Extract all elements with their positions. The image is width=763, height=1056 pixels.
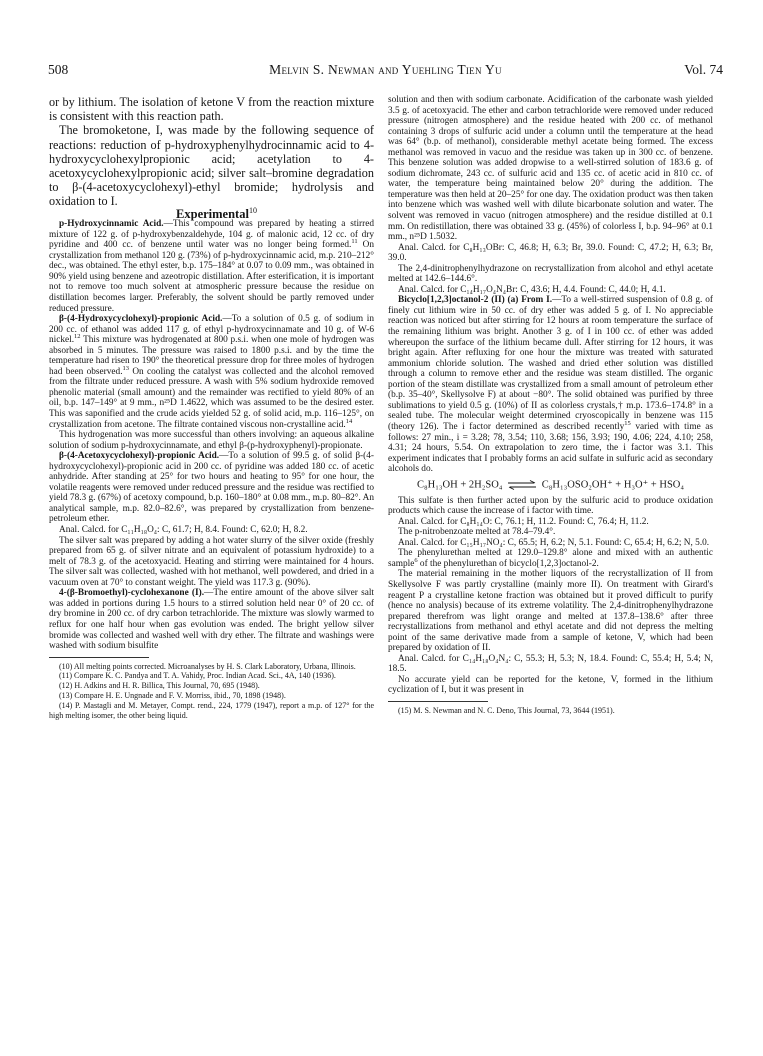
dnp-paragraph: The 2,4-dinitrophenylhydrazone on recrystallization from alcohol and ethyl acetate melted at 142.6–144.6°. <box>388 263 713 285</box>
footnote-15: (15) M. S. Newman and N. C. Deno, This Journal, 73, 3644 (1951). <box>398 706 615 716</box>
running-head <box>48 62 723 84</box>
bicyclooctanol-paragraph: Bicyclo[1,2,3]octanol-2 (II) (a) From I.—To a well-stirred suspension of 0.8 g. of finely cut lithium wire in 50 cc. of dry ether was added 5 g. of I. No appreciable reaction was noticed but after stirring for 12 hours at room temperature the surface of the remaining lithium was bright. Another 3 g. of I in 100 cc. of ether was added whereupon the surface of the lithium became dull. After stirring for 12 hours, it was bright again. After refluxing for one hour the mixture was treated with saturated ammonium chloride solution. The washed and dried ether solution was distilled through a column to remove ether and the residue was steam distilled. The organic portion of the steam distillate was crystallized from a small amount of petroleum ether (b.p. 35–40°, Skellysolve F) at about −80°. The solid obtained was purified by three sublimations to yield 0.5 g. (10%) of II as colorless crystals,† m.p. 173.6–174.8° in a sealed tube. The molecular weight determined cryoscopically in benzene was 115 (theory 126). The i factor determined as described recently$^{15}$ varied with time as follows: 27 min., i = 3.28; 78, 3.54; 110, 3.68; 156, 3.93; 190, 4.06; 224, 4.10; 258, 4.31; 24 hours, 5.54. On extrapolation to zero time, the i factor was 3.1. This experiment indicates that I probably forms an acid sulfate in sulfuric acid as secondary alcohols do. <box>388 295 713 475</box>
equation-products: C₈H₁₃OSO₂OH⁺ + H₃O⁺ + HSO₄ <box>541 479 685 491</box>
hydroxycinnamic-paragraph: p-Hydroxycinnamic Acid.—This compound was prepared by heating a stirred mixture of 122 g. of p-hydroxybenzaldehyde, 104 g. of malonic acid, 12 cc. of dry pyridine and 400 cc. of benzene until water was no longer being formed.$^{11}$ On crystallization from methanol 120 g. (73%) of p-hydroxycinnamic acid, m.p. 210–212° dec., was obtained. The ethyl ester, b.p. 175–184° at 0.07 to 0.09 mm., was obtained in 90% yield using benzene and azeotropic distillation. After esterification, it is important not to remove too much solvent at atmospheric pressure because the residue on distillation becomes larger. Preferably, the solvent should be partly removed under reduced pressure. <box>49 219 375 314</box>
footnote-rule <box>49 657 149 658</box>
footnote-10: (10) All melting points corrected. Microanalyses by H. S. Clark Laboratory, Urbana, Illinois. <box>59 661 356 671</box>
footnote-rule-right <box>388 701 488 702</box>
footnote-14: (14) P. Mastagli and M. Metayer, Compt. rend., 224, 1779 (1947), report a m.p. of 127° for the high melting isomer, the other being liquid. <box>49 700 374 720</box>
acetoxy-paragraph: β-(4-Acetoxycyclohexyl)-propionic Acid.—To a solution of 99.5 g. of solid β-(4-hydroxycyclohexyl)-propionic acid in 200 cc. of pyridine was added 180 cc. of acetic anhydride. After standing at 25° for two hours and heating to 95° for one hour, the volatile reagents were removed under reduced pressure and the residue was rectified to yield 78.3 g. (67%) of acetoxy compound, b.p. 160–180° at 0.08 mm., m.p. 80–82°. An analytical sample, m.p. 82.0–82.6°, was prepared by crystallization from benzene-petroleum ether. <box>49 451 374 525</box>
footnote-13: (13) Compare H. E. Ungnade and F. V. Morriss, ibid., 70, 1898 (1948). <box>59 690 286 700</box>
silver-salt-paragraph: The silver salt was prepared by adding a hot water slurry of the silver oxide (freshly prepared from 65 g. of silver nitrate and an equivalent of potassium hydroxide) to a melt of 78.3 g. of the acetoxyacid. Heating and stirring were maintained for 4 hours. The silver salt was collected, washed with hot methanol, well powdered, and dried in a vacuum oven at 70° to constant weight. The yield was 117.3 g. (90%). <box>49 535 374 588</box>
synthesis-paragraph: The bromoketone, I, was made by the following sequence of reactions: reduction of p-hydroxyphenylhydrocinnamic acid to 4-hydroxycyclohexylpropionic acid; acetylation to 4-acetoxycyclohexylpropionic acid; silver salt–bromine degradation to β-(4-acetoxycyclohexyl)-ethyl bromide; hydrolysis and oxidation to I. <box>49 123 374 209</box>
nitrobenzoate-paragraph: The p-nitrobenzoate melted at 78.4–79.4°. <box>398 527 556 538</box>
page-number: 508 <box>48 62 69 77</box>
footnote-11: (11) Compare K. C. Pandya and T. A. Vahidy, Proc. Indian Acad. Sci., 4A, 140 (1936). <box>59 671 336 681</box>
sulfate-paragraph: This sulfate is then further acted upon by the sulfuric acid to produce oxidation products which cause the increase of i factor with time. <box>388 495 713 517</box>
bromoketone-continued: solution and then with sodium carbonate. Acidification of the carbonate wash yielded 3.5 g. of acetoxyacid. The ether and carbon tetrachloride were removed under reduced pressure (nitrogen atmosphere) and the residue heated with 200 cc. of methanol containing 3 drops of sulfuric acid under a column until the temperature at the head was 64° (b.p. of methanol), considerable methyl acetate being formed. The excess methanol was removed in vacuo and the residue was taken up in 300 cc. of benzene. This benzene solution was added dropwise to a well-stirred solution of 183.6 g. of sodium dichromate, 243 cc. of sulfuric acid and 135 cc. of acetic acid in 810 cc. of water, the temperature being maintained below 20° during the addition. The temperature was then held at 20–25° for one day. The oxidation product was then taken into benzene which was washed well with dilute bicarbonate solution and water. The solvent was removed in vacuo (nitrogen atmosphere) and the residue distilled at 0.1 mm. On redistillation, there was obtained 33 g. (45%) of colorless I, b.p. 94–96° at 0.1 mm., n²⁵D 1.5032. <box>388 95 713 243</box>
nitrobenzoate-analysis: Anal. Calcd. for C₁₅H₁₇NO₄: C, 65.5; H, 6.2; N, 5.1. Found: C, 65.4; H, 6.2; N, 5.0. <box>398 537 710 548</box>
bromoketone-paragraph: 4-(β-Bromoethyl)-cyclohexanone (I).—The entire amount of the above silver salt was added in portions during 1.5 hours to a stirred solution held near 0° of 20 cc. of dry bromine in 200 cc. of dry carbon tetrachloride. The mixture was slowly warmed to reflux for one half hour when gas evolution was ended. The bright yellow silver bromide was collected and washed well with dry ether. The filtrate and washings were washed with sodium bisulfite <box>49 588 374 652</box>
bromoketone-analysis: Anal. Calcd. for C₈H₁₃OBr: C, 46.8; H, 6.3; Br, 39.0. Found: C, 47.2; H, 6.3; Br, 39.0. <box>388 242 713 264</box>
acetoxy-analysis: Anal. Calcd. for C₁₁H₁₈O₄: C, 61.7; H, 8.4. Found: C, 62.0; H, 8.2. <box>59 525 308 536</box>
experimental-heading: Experimental$^{10}$ <box>176 205 257 221</box>
mother-liquor-paragraph: The material remaining in the mother liquors of the recrystallization of II from Skellysolve F was partly crystalline (mainly more II). On treatment with Girard's reagent P a crystalline ketone fraction was obtained but it proved difficult to purify (hence no analysis) because of its extreme volatility. The 2,4-dinitrophenylhydrazone prepared therefrom was light orange and melted at 137.8–138.6° after three recrystallizations from methanol and ethyl acetate and did not depress the melting point of the same derivative made from a sample of ketone, V, which had been prepared by oxidation of II. <box>388 569 713 654</box>
hydrogenation-paragraph: This hydrogenation was more successful than others involving: an aqueous alkaline solution of sodium p-hydroxycinnamate, and ethyl β-(p-hydroxyphenyl)-propionate. <box>49 430 374 451</box>
sulfate-equation <box>388 480 713 491</box>
hydroxycyclohexyl-paragraph: β-(4-Hydroxycyclohexyl)-propionic Acid.—To a solution of 0.5 g. of sodium in 200 cc. of ethanol was added 117 g. of ethyl p-hydroxycinnamate and 10 g. of W-6 nickel.$^{12}$ This mixture was hydrogenated at 800 p.s.i. when one mole of hydrogen was absorbed in 5 minutes. The pressure was raised to 1800 p.s.i. and by the time the temperature had risen to 190° the theoretical pressure drop for three moles of hydrogen had been observed.$^{13}$ On cooling the catalyst was collected and the alcohol removed from the filtrate under reduced pressure. A wash with 5% sodium hydroxide removed phenolic material (small amount) and the remainder was rectified to yield 80% of an oil, b.p. 147–149° at 9 mm., n²⁵D 1.4622, which was assumed to be the desired ester. This was saponified and the crude acids yielded 52 g. of solid acid, m.p. 116–125°, on crystallization from acetone. The filtrate contained viscous non-crystalline acid.$^{14}$ <box>49 314 374 430</box>
ketone-analysis: Anal. Calcd. for C₁₄H₁₈O₄N₄: C, 55.3; H, 5.3; N, 18.4. Found: C, 55.4; H, 5.4; N, 18.5. <box>388 653 713 675</box>
right-column <box>388 95 713 716</box>
equation-reactants: C₈H₁₃OH + 2H₂SO₄ <box>416 479 503 491</box>
intro-paragraph: or by lithium. The isolation of ketone V from the reaction mixture is consistent with this reaction path. <box>49 95 374 124</box>
volume-label: Vol. 74 <box>684 62 723 77</box>
phenylurethan-paragraph: The phenylurethan melted at 129.0–129.8° alone and mixed with an authentic sample$^6$ of the phenylurethan of bicyclo[1,2,3]octanol-2. <box>388 548 713 569</box>
octanol-analysis: Anal. Calcd. for C₈H₁₄O: C, 76.1; H, 11.2. Found: C, 76.4; H, 11.2. <box>398 516 649 527</box>
equilibrium-arrow-icon <box>507 480 537 490</box>
footnote-12: (12) H. Adkins and H. R. Billica, This Journal, 70, 695 (1948). <box>59 681 260 691</box>
left-column <box>49 95 374 720</box>
yield-paragraph: No accurate yield can be reported for the ketone, V, formed in the lithium cyclization of I, but it was present in <box>388 674 713 696</box>
dnp-analysis: Anal. Calcd. for C₁₄H₁₇O₄N₄Br: C, 43.6; H, 4.4. Found: C, 44.0; H, 4.1. <box>398 284 666 295</box>
running-head-authors: Melvin S. Newman and Yuehling Tien Yu <box>269 62 502 77</box>
